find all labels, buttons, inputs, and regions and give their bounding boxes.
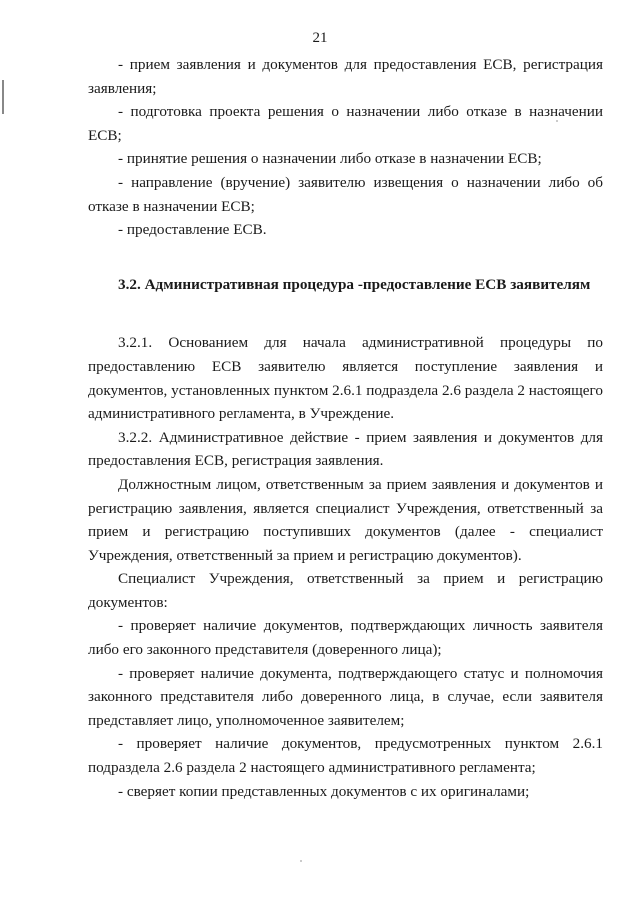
list-item: - сверяет копии представленных документов с их оригиналами; — [118, 782, 530, 800]
page-number: 21 — [312, 30, 328, 46]
list-item: - прием заявления и документов для предоставления ЕСВ, регистрация заявления; — [88, 56, 603, 97]
section-heading: 3.2. Административная процедура -предоставление ЕСВ заявителям — [118, 275, 591, 293]
list-item: - предоставление ЕСВ. — [118, 221, 267, 239]
paragraph: 3.2.2. Административное действие - прием заявления и документов для предоставления ЕСВ, регистрация заявления. — [88, 428, 603, 470]
paragraph: 3.2.1. Основанием для начала административной процедуры по предоставлению ЕСВ заявителю является поступление заявления и документов, установленных пунктом 2.6.1 подраздела 2.6 раздела 2 настоящего административного регламента, в Учреждение. — [88, 334, 603, 423]
scan-speck — [300, 860, 302, 862]
scan-edge-mark — [2, 80, 4, 114]
list-item: - подготовка проекта решения о назначении либо отказе в назначении ЕСВ; — [88, 103, 603, 144]
body-text — [88, 53, 603, 803]
list-item: - направление (вручение) заявителю извещения о назначении либо об отказе в назначении ЕСВ; — [88, 173, 603, 215]
list-item: - принятие решения о назначении либо отказе в назначении ЕСВ; — [118, 150, 542, 168]
paragraph: Специалист Учреждения, ответственный за прием и регистрацию документов: — [88, 570, 603, 611]
paragraph: Должностным лицом, ответственным за прием заявления и документов и регистрацию заявления, является специалист Учреждения, ответственный за прием и регистрацию поступивших документов (далее - специалист Учреждения, ответственный за прием и регистрацию документов). — [88, 475, 603, 564]
list-item: - проверяет наличие документов, подтверждающих личность заявителя либо его законного представителя (доверенного лица); — [88, 617, 603, 659]
list-item: - проверяет наличие документа, подтверждающего статус и полномочия законного представителя либо доверенного лица, в случае, если заявителя представляет лицо, уполномоченное заявителем; — [88, 664, 603, 729]
list-item: - проверяет наличие документов, предусмотренных пунктом 2.6.1 подраздела 2.6 раздела 2 настоящего административного регламента; — [88, 735, 603, 777]
